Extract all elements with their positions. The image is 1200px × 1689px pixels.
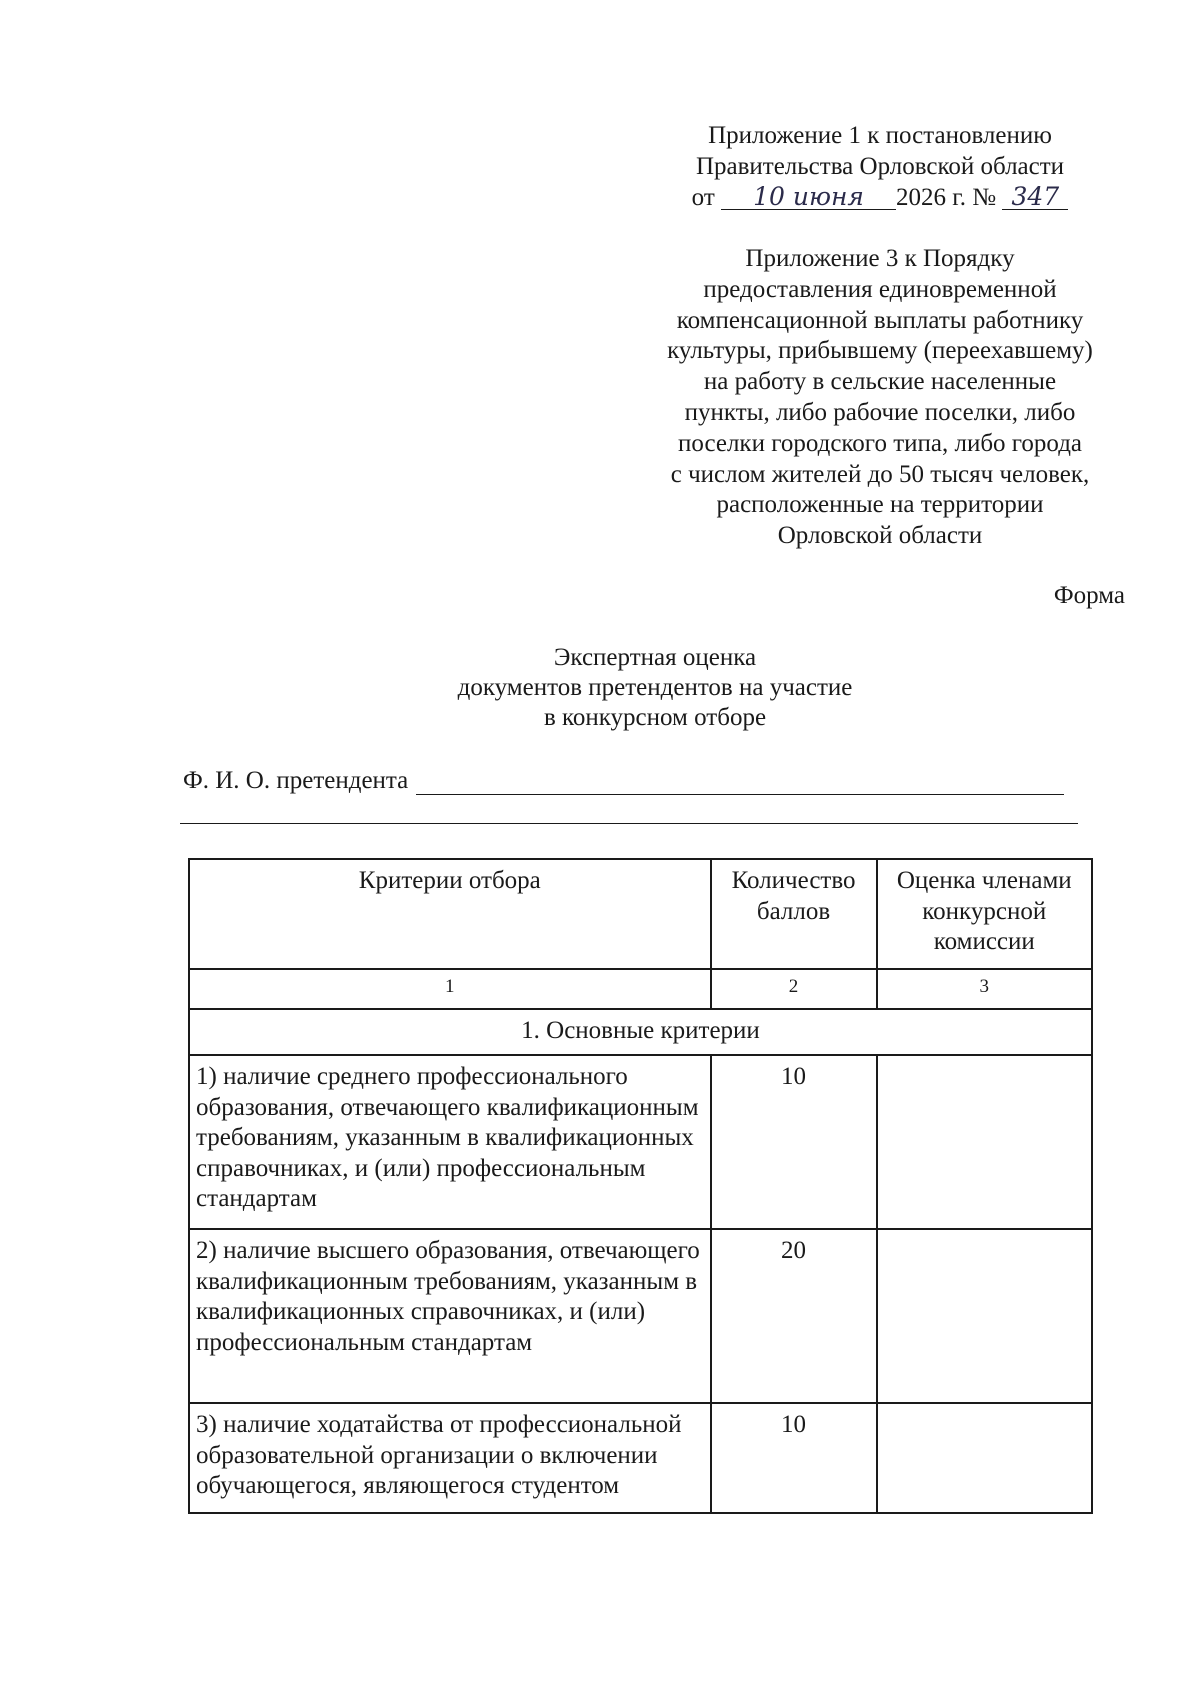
annex3-header xyxy=(650,244,1110,552)
criterion-cell: 2) наличие высшего образования, отвечающего квалификационным требованиям, указанным в квалификационных справочниках, и (или) профессиональным стандартам xyxy=(189,1229,711,1403)
handwritten-date: 10 июня xyxy=(721,185,896,210)
fio-input-line-2[interactable] xyxy=(180,823,1078,824)
evaluation-cell[interactable] xyxy=(877,1055,1093,1229)
column-number: 1 xyxy=(189,969,711,1009)
title-line: Экспертная оценка xyxy=(553,644,757,671)
criterion-cell: 1) наличие среднего профессионального образования, отвечающего квалификационным требованиям, указанным в квалификационных справочниках, и (или) профессиональным стандартам xyxy=(189,1055,711,1229)
points-cell: 20 xyxy=(711,1229,877,1403)
column-number: 3 xyxy=(877,969,1093,1009)
annex1-header xyxy=(660,120,1100,213)
evaluation-cell[interactable] xyxy=(877,1229,1093,1403)
annex1-year-no: 2026 г. № xyxy=(896,184,997,211)
annex3-line: с числом жителей до 50 тысяч человек, xyxy=(670,460,1090,488)
title-line: в конкурсном отборе xyxy=(543,704,767,731)
annex3-line: культуры, прибывшему (переехавшему) xyxy=(667,337,1093,365)
annex3-line: компенсационной выплаты работнику xyxy=(676,306,1084,334)
annex1-line2: Правительства Орловской области xyxy=(695,153,1065,180)
fio-label: Ф. И. О. претендента xyxy=(183,767,409,794)
annex3-line: предоставления единовременной xyxy=(703,275,1057,303)
header-criteria: Критерии отбора xyxy=(189,859,711,969)
header-points: Количество баллов xyxy=(711,859,877,969)
annex3-line: поселки городского типа, либо города xyxy=(677,429,1083,457)
column-number: 2 xyxy=(711,969,877,1009)
table-row xyxy=(189,1403,1092,1513)
title-line: документов претендентов на участие xyxy=(457,674,853,701)
criterion-cell: 3) наличие ходатайства от профессиональной образовательной организации о включении обучающегося, являющегося студентом xyxy=(189,1403,711,1513)
annex3-line: расположенные на территории xyxy=(716,491,1044,519)
points-cell: 10 xyxy=(711,1403,877,1513)
column-number-row xyxy=(189,969,1092,1009)
annex3-line: на работу в сельские населенные xyxy=(703,368,1057,396)
table-header-row xyxy=(189,859,1092,969)
section-title: 1. Основные критерии xyxy=(189,1009,1092,1055)
evaluation-cell[interactable] xyxy=(877,1403,1093,1513)
annex3-line: Приложение 3 к Порядку xyxy=(745,245,1015,272)
table-row xyxy=(189,1055,1092,1229)
annex3-line: пункты, либо рабочие поселки, либо xyxy=(684,398,1076,426)
document-title xyxy=(400,643,910,733)
criteria-table xyxy=(188,858,1093,1514)
header-evaluation: Оценка членами конкурсной комиссии xyxy=(877,859,1093,969)
annex1-from: от xyxy=(691,184,715,211)
table-row xyxy=(189,1229,1092,1403)
form-label: Форма xyxy=(1053,582,1125,609)
annex3-line: Орловской области xyxy=(777,522,983,550)
fio-field xyxy=(183,767,1064,795)
points-cell: 10 xyxy=(711,1055,877,1229)
annex1-line1: Приложение 1 к постановлению xyxy=(708,122,1052,149)
handwritten-number: 347 xyxy=(1002,185,1068,210)
annex1-date-line xyxy=(660,182,1100,213)
fio-input-line[interactable] xyxy=(416,770,1064,795)
section-row xyxy=(189,1009,1092,1055)
